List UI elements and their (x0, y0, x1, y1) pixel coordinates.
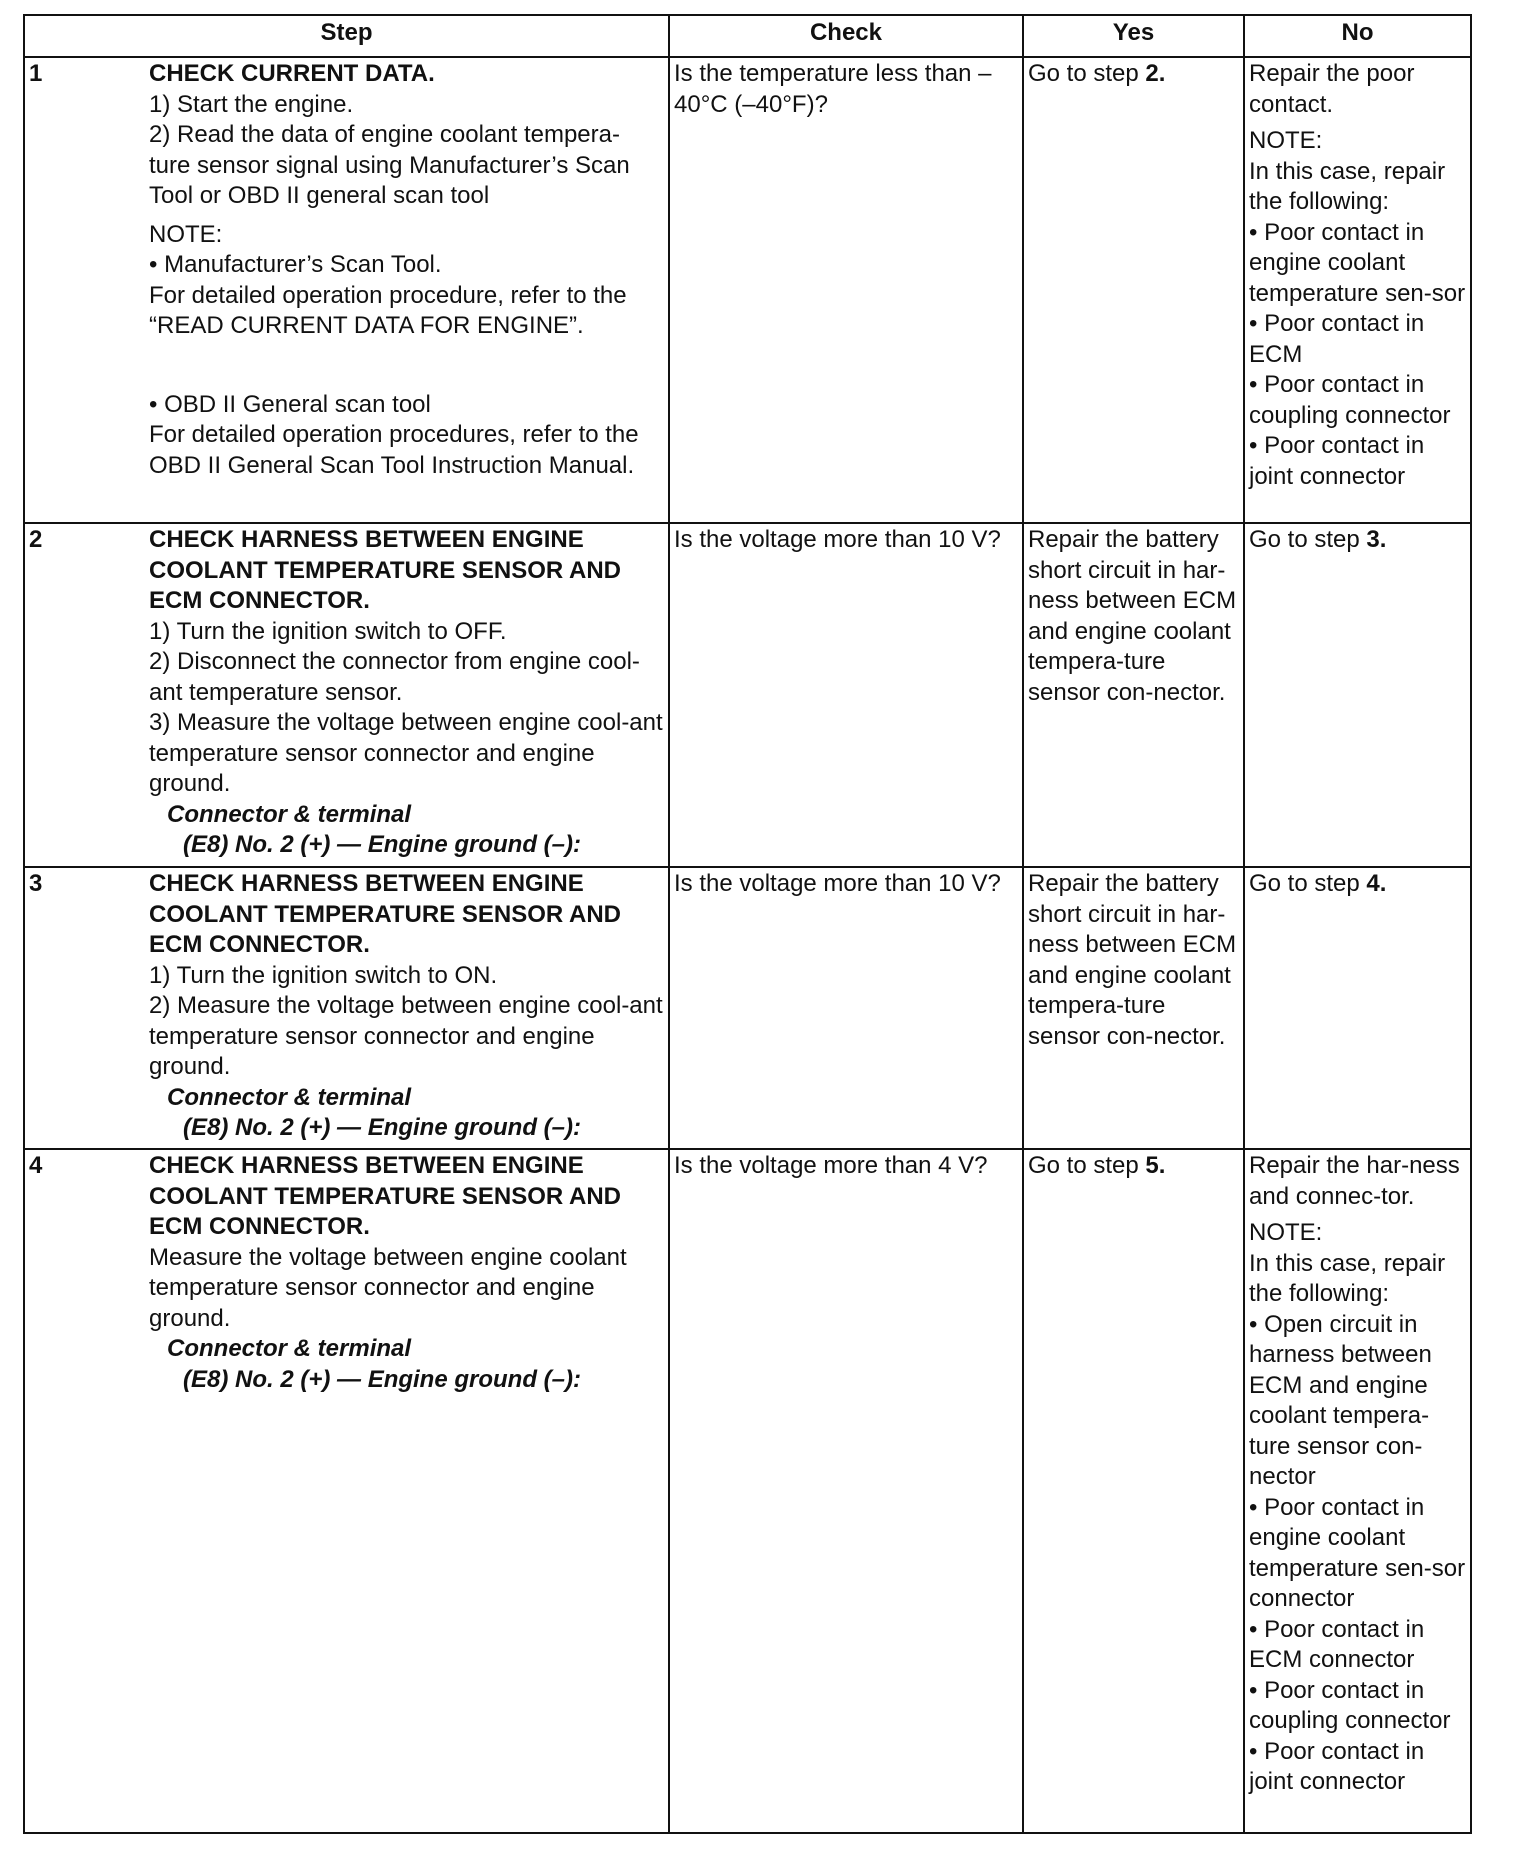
yes-prefix: Go to step (1028, 1152, 1146, 1179)
step-note-line: For detailed operation procedure, refer to the (149, 281, 627, 309)
check-cell: Is the voltage more than 10 V? (669, 523, 1023, 867)
no-line: Repair the poor contact. (1249, 60, 1415, 118)
step-line: 2) Disconnect the connector from engine cool-ant temperature sensor. (149, 648, 640, 706)
diagnostic-procedure-sheet (23, 14, 1470, 1834)
no-note-line: In this case, repair the following: (1249, 1249, 1446, 1307)
step-cell (24, 1149, 669, 1833)
no-step-ref: 3. (1366, 526, 1387, 553)
step-note-line: For detailed operation procedures, refer to the (149, 421, 639, 448)
no-bullet: • Poor contact in joint connector (1249, 1737, 1425, 1795)
step-line: Tool or OBD II general scan tool (149, 182, 490, 209)
yes-step-ref: 5. (1145, 1152, 1166, 1179)
step-note-label: NOTE: (149, 220, 223, 248)
step-line: ture sensor signal using Manufacturer’s Scan (149, 151, 630, 179)
step-title: CHECK HARNESS BETWEEN ENGINE COOLANT TEMPERATURE SENSOR AND ECM CONNECTOR. (149, 870, 622, 958)
step-note-line: • OBD II General scan tool (149, 390, 431, 418)
connector-value: (E8) No. 2 (+) — Engine ground (–): (183, 831, 581, 858)
step-note-line: “READ CURRENT DATA FOR ENGINE”. (149, 312, 584, 339)
step-note-line: • Manufacturer’s Scan Tool. (149, 251, 442, 278)
step-title: CHECK CURRENT DATA. (149, 60, 435, 87)
step-title: CHECK HARNESS BETWEEN ENGINE COOLANT TEMPERATURE SENSOR AND ECM CONNECTOR. (149, 526, 622, 614)
header-step: Step (24, 15, 669, 57)
check-cell: Is the voltage more than 4 V? (669, 1149, 1023, 1833)
step-cell (24, 57, 669, 523)
table-header-row (24, 15, 1471, 57)
connector-value: (E8) No. 2 (+) — Engine ground (–): (183, 1365, 581, 1393)
no-note-label: NOTE: (1249, 127, 1323, 154)
step-line: 3) Measure the voltage between engine cool-ant temperature sensor connector and engine ground. (149, 709, 663, 797)
yes-cell: Repair the battery short circuit in har-ness between ECM and engine coolant tempera-ture sensor con-nector. (1023, 867, 1244, 1149)
no-bullet: • Open circuit in harness between ECM and engine coolant tempera-ture sensor con-nector (1249, 1310, 1432, 1490)
step-line: 2) Read the data of engine coolant tempera- (149, 121, 620, 148)
check-cell: Is the temperature less than – 40°C (–40°F)? (669, 57, 1023, 523)
no-bullet: • Poor contact in coupling connector (1249, 1676, 1451, 1734)
no-note-line: In this case, repair the following: (1249, 157, 1446, 215)
step-body (149, 869, 664, 1144)
step-line: 1) Turn the ignition switch to ON. (149, 961, 498, 989)
step-cell (24, 867, 669, 1149)
header-yes: Yes (1023, 15, 1244, 57)
no-bullet: • Poor contact in engine coolant temperature sen-sor connector (1249, 1493, 1466, 1612)
step-note-line: OBD II General Scan Tool Instruction Manual. (149, 451, 635, 479)
check-cell: Is the voltage more than 10 V? (669, 867, 1023, 1149)
connector-label: Connector & terminal (167, 1335, 412, 1362)
no-bullet: • Poor contact in joint connector (1249, 432, 1425, 490)
connector-value: (E8) No. 2 (+) — Engine ground (–): (183, 1114, 581, 1141)
step-line: Measure the voltage between engine coolant temperature sensor connector and engine ground. (149, 1243, 627, 1332)
step-number: 3 (29, 870, 43, 897)
no-bullet: • Poor contact in ECM connector (1249, 1615, 1425, 1673)
no-cell (1244, 867, 1471, 1149)
no-bullet: • Poor contact in coupling connector (1249, 371, 1451, 429)
no-note-label: NOTE: (1249, 1219, 1323, 1246)
table-row (24, 867, 1471, 1149)
step-number: 1 (29, 60, 43, 87)
table-row (24, 57, 1471, 523)
step-body (149, 525, 664, 861)
no-prefix: Go to step (1249, 526, 1367, 553)
no-step-ref: 4. (1366, 870, 1387, 897)
step-title: CHECK HARNESS BETWEEN ENGINE COOLANT TEMPERATURE SENSOR AND ECM CONNECTOR. (149, 1152, 622, 1240)
no-bullet: • Poor contact in engine coolant temperature sen-sor (1249, 218, 1466, 307)
no-bullet: • Poor contact in ECM (1249, 310, 1425, 368)
no-cell (1244, 523, 1471, 867)
no-cell (1244, 1149, 1471, 1833)
diagnostic-table (23, 14, 1472, 1834)
table-row (24, 1149, 1471, 1833)
table-row (24, 523, 1471, 867)
step-body (149, 1151, 664, 1395)
yes-cell: Repair the battery short circuit in har-ness between ECM and engine coolant tempera-ture sensor con-nector. (1023, 523, 1244, 867)
no-cell (1244, 57, 1471, 523)
yes-cell (1023, 57, 1244, 523)
step-line: 2) Measure the voltage between engine cool-ant temperature sensor connector and engine ground. (149, 992, 663, 1080)
step-line: 1) Turn the ignition switch to OFF. (149, 617, 507, 645)
no-line: Repair the har-ness and connec-tor. (1249, 1152, 1460, 1210)
yes-prefix: Go to step (1028, 60, 1146, 87)
step-body (149, 59, 664, 481)
step-cell (24, 523, 669, 867)
yes-step-ref: 2. (1145, 60, 1166, 87)
step-line: 1) Start the engine. (149, 90, 354, 118)
header-check: Check (669, 15, 1023, 57)
connector-label: Connector & terminal (167, 800, 412, 828)
step-number: 4 (29, 1152, 43, 1179)
header-no: No (1244, 15, 1471, 57)
no-prefix: Go to step (1249, 870, 1367, 897)
step-number: 2 (29, 526, 43, 553)
yes-cell (1023, 1149, 1244, 1833)
connector-label: Connector & terminal (167, 1083, 412, 1111)
